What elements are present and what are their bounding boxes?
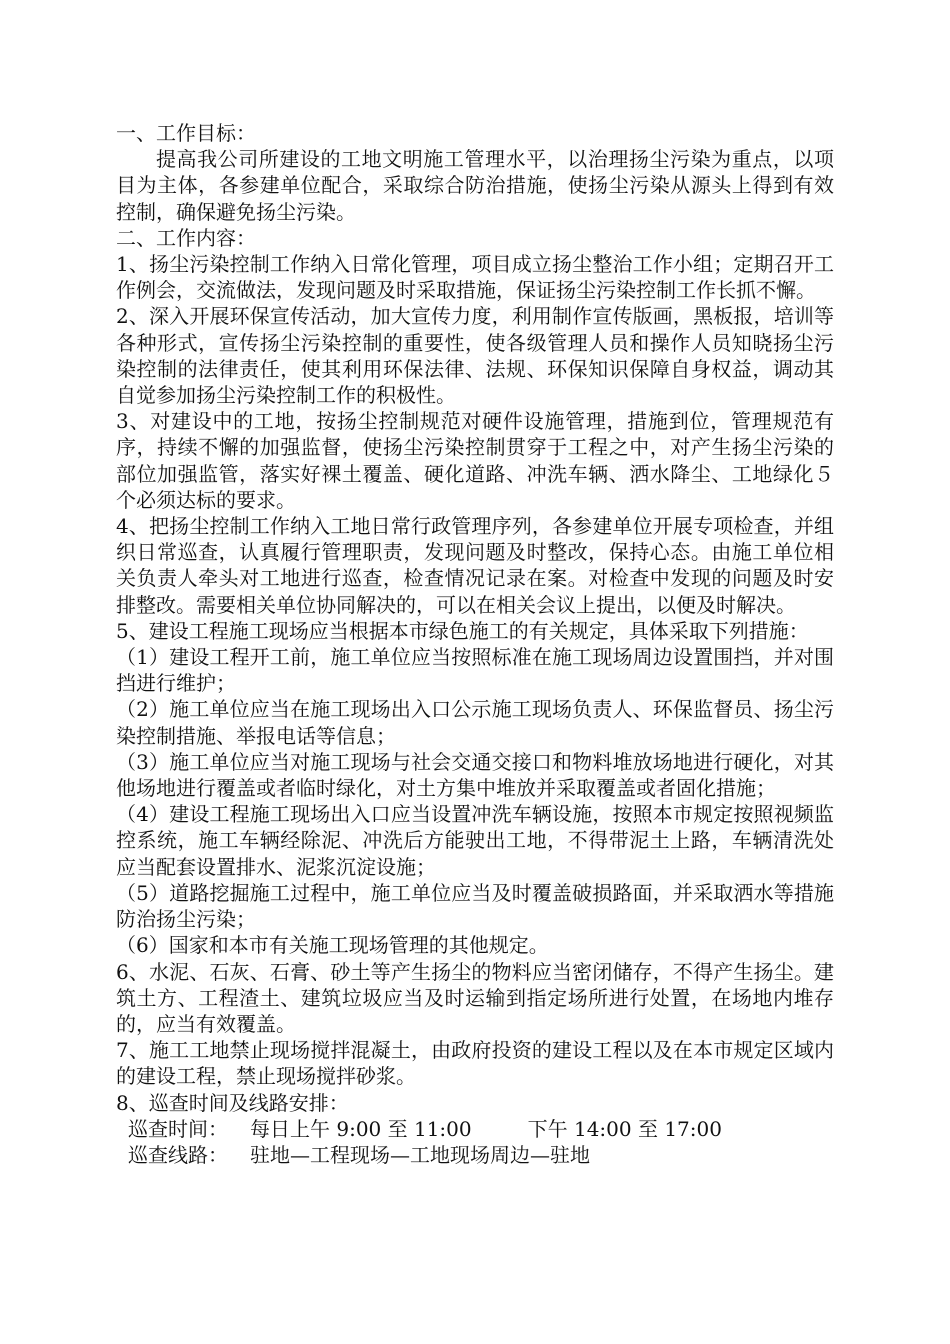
section-heading-goal: 一、工作目标：: [116, 121, 256, 145]
content-item-6: 6、水泥、石灰、石膏、砂土等产生扬尘的物料应当密闭储存，不得产生扬尘。建筑土方、工程渣土、建筑垃圾应当及时运输到指定场所进行处置，在场地内堆存的，应当有效覆盖。: [116, 959, 834, 1036]
patrol-time-morning: 每日上午 9:00 至 11:00: [250, 1116, 472, 1141]
content-item-3: 3、对建设中的工地，按扬尘控制规范对硬件设施管理，措施到位，管理规范有序，持续不懈的加强监督，使扬尘污染控制贯穿于工程之中，对产生扬尘污染的部位加强监管，落实好裸土覆盖、硬化道路、冲洗车辆、洒水降尘、工地绿化５个必须达标的要求。: [116, 409, 834, 512]
measure-item-2: （2）施工单位应当在施工现场出入口公示施工现场负责人、环保监督员、扬尘污染控制措施、举报电话等信息；: [116, 697, 834, 748]
patrol-route-label: 巡查线路：: [128, 1142, 228, 1167]
patrol-route: 驻地—工程现场—工地现场周边—驻地: [250, 1142, 590, 1167]
measure-item-3: （3）施工单位应当对施工现场与社会交通交接口和物料堆放场地进行硬化，对其他场地进行覆盖或者临时绿化，对土方集中堆放并采取覆盖或者固化措施；: [116, 749, 834, 801]
content-item-4: 4、把扬尘控制工作纳入工地日常行政管理序列，各参建单位开展专项检查，并组织日常巡查，认真履行管理职责，发现问题及时整改，保持心态。由施工单位相关负责人牵头对工地进行巡查，检查情况记录在案。对检查中发现的问题及时安排整改。需要相关单位协同解决的，可以在相关会议上提出，以便及时解决。: [116, 514, 834, 617]
document-body: [116, 120, 834, 1168]
goal-paragraph: 提高我公司所建设的工地文明施工管理水平，以治理扬尘污染为重点，以项目为主体，各参建单位配合，采取综合防治措施，使扬尘污染从源头上得到有效控制，确保避免扬尘污染。: [116, 147, 834, 224]
content-item-5: 5、建设工程施工现场应当根据本市绿色施工的有关规定，具体采取下列措施：: [116, 618, 809, 643]
content-item-7: 7、施工工地禁止现场搅拌混凝土，由政府投资的建设工程以及在本市规定区域内的建设工程，禁止现场搅拌砂浆。: [116, 1038, 834, 1089]
section-heading-content: 二、工作内容：: [116, 225, 256, 250]
patrol-route-row: [116, 1142, 834, 1168]
content-item-8: 8、巡查时间及线路安排：: [116, 1090, 349, 1115]
measure-item-1: （1）建设工程开工前，施工单位应当按照标准在施工现场周边设置围挡，并对围挡进行维护；: [116, 645, 834, 696]
content-item-2: 2、深入开展环保宣传活动，加大宣传力度，利用制作宣传版画，黑板报，培训等各种形式，宣传扬尘污染控制的重要性，使各级管理人员和操作人员知晓扬尘污染控制的法律责任，使其利用环保法律、法规、环保知识保障自身权益，调动其自觉参加扬尘污染控制工作的积极性。: [116, 304, 834, 408]
measure-item-6: （6）国家和本市有关施工现场管理的其他规定。: [116, 933, 549, 958]
measure-item-4: （4）建设工程施工现场出入口应当设置冲洗车辆设施，按照本市规定按照视频监控系统，施工车辆经除泥、冲洗后方能驶出工地，不得带泥土上路，车辆清洗处应当配套设置排水、泥浆沉淀设施；: [116, 802, 834, 879]
content-item-1: 1、扬尘污染控制工作纳入日常化管理，项目成立扬尘整治工作小组；定期召开工作例会，交流做法，发现问题及时采取措施，保证扬尘污染控制工作长抓不懈。: [116, 252, 834, 303]
patrol-time-row: [116, 1116, 834, 1142]
patrol-time-afternoon: 下午 14:00 至 17:00: [527, 1116, 722, 1141]
patrol-time-label: 巡查时间：: [128, 1116, 228, 1141]
measure-item-5: （5）道路挖掘施工过程中，施工单位应当及时覆盖破损路面，并采取洒水等措施防治扬尘污染；: [116, 880, 834, 932]
